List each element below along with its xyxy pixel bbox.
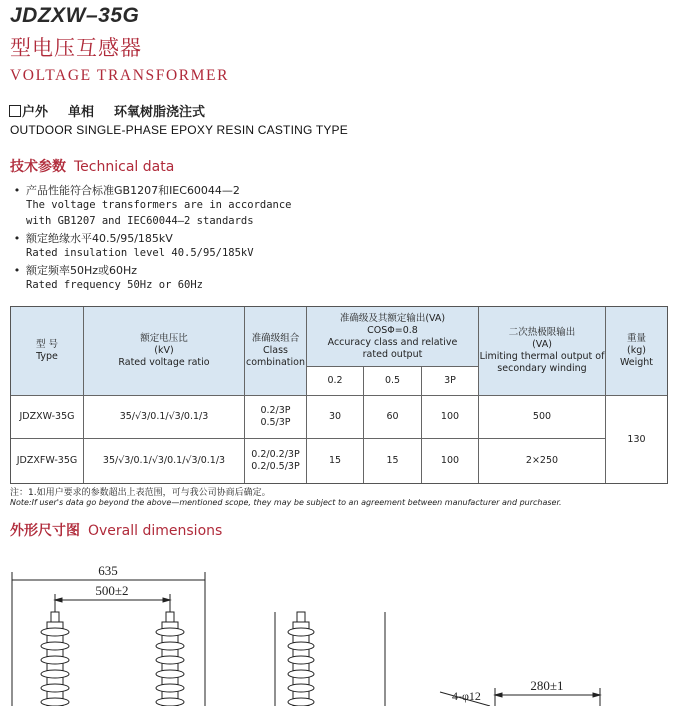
header-type-en: Type	[36, 351, 58, 362]
insulator-left	[41, 612, 69, 706]
row2-thermal: 2×250	[525, 455, 559, 466]
row1-acc-3p: 100	[440, 411, 460, 422]
header-thermal-cn: 二次热极限输出	[508, 327, 576, 338]
header-ratio-en: Rated voltage ratio	[118, 357, 210, 368]
row2-acc-05: 15	[386, 455, 399, 466]
checkbox-icon	[9, 105, 21, 117]
bullet-dot-icon: •	[13, 232, 21, 245]
dimensions-title-cn: 外形尺寸图	[10, 523, 80, 539]
subtitle-chinese	[9, 101, 205, 120]
row1-acc-05: 60	[386, 411, 399, 422]
row2-ratio: 35/√3/0.1/√3/0.1/√3/0.1/3	[102, 455, 226, 466]
header-thermal	[479, 307, 605, 395]
row2-acc-3p: 100	[440, 455, 460, 466]
bullet-3-cn: 额定频率50Hz或60Hz	[26, 264, 138, 277]
subtitle-english: OUTDOOR SINGLE-PHASE EPOXY RESIN CASTING TYPE	[10, 123, 348, 137]
row1-acc-02: 30	[328, 411, 342, 422]
header-thermal-en1: Limiting thermal output of	[479, 351, 605, 362]
header-ratio	[84, 307, 244, 395]
row2-class2: 0.2/0.5/3P	[251, 461, 300, 472]
subtitle-phase: 单相	[68, 105, 95, 120]
header-accuracy-en2: rated output	[362, 348, 423, 360]
header-weight-cn: 重量	[626, 333, 646, 344]
technical-data-table	[10, 306, 668, 484]
row1-thermal: 500	[532, 411, 552, 422]
header-type	[11, 307, 83, 395]
subtitle-type: 环氧树脂浇注式	[114, 105, 206, 120]
technical-data-title-en: Technical data	[74, 159, 175, 175]
bullet-dot-icon: •	[13, 264, 21, 277]
header-accuracy-cn: 准确级及其额定输出(VA)	[339, 312, 446, 324]
bullet-1-en-line2: with GB1207 and IEC60044—2 standards	[26, 215, 254, 227]
header-accuracy-en1: Accuracy class and relative	[327, 336, 458, 348]
dim-total-label: 635	[98, 563, 118, 578]
header-acc-3p: 3P	[444, 375, 456, 386]
header-class-en1: Class	[263, 345, 288, 356]
bullet-1-cn: 产品性能符合标准GB1207和IEC60044—2	[26, 184, 240, 197]
row1-ratio: 35/√3/0.1/√3/0.1/3	[119, 411, 209, 422]
row1-type: JDZXW-35G	[19, 411, 75, 422]
bullet-2-en: Rated insulation level 40.5/95/185kV	[26, 247, 254, 259]
header-ratio-unit: (kV)	[154, 345, 174, 356]
header-type-cn: 型 号	[35, 339, 59, 350]
header-weight-unit: (kg)	[627, 345, 646, 356]
header-weight-en: Weight	[619, 357, 654, 368]
dim-base-label: 280±1	[530, 678, 564, 693]
dim-spacing-label: 500±2	[95, 583, 129, 598]
dim-holes-label: 4-φ12	[452, 689, 481, 703]
dimensions-title-en: Overall dimensions	[88, 523, 223, 539]
insulator-side-view	[288, 612, 314, 706]
weight-value: 130	[627, 433, 646, 445]
note-chinese: 注：1.如用户要求的参数超出上表范围，可与我公司协商后确定。	[10, 488, 271, 498]
row2-type: JDZXFW-35G	[16, 455, 78, 466]
technical-data-title-cn: 技术参数	[10, 159, 66, 175]
header-class-en2: combination	[246, 357, 305, 368]
header-accuracy-cos: COSΦ=0.8	[367, 324, 418, 336]
bullet-3-en: Rated frequency 50Hz or 60Hz	[26, 279, 204, 291]
row1-class1: 0.2/3P	[260, 405, 291, 416]
bullet-2-cn: 额定绝缘水平40.5/95/185kV	[26, 232, 173, 245]
subtitle-outdoor: 户外	[22, 105, 49, 120]
header-thermal-unit: (VA)	[532, 339, 552, 350]
header-acc-05: 0.5	[384, 375, 401, 386]
title-english: VOLTAGE TRANSFORMER	[10, 67, 230, 84]
header-class-cn: 准确级组合	[251, 333, 300, 344]
header-ratio-cn: 额定电压比	[140, 333, 188, 344]
row2-class	[245, 439, 306, 483]
bullet-1-en-line1: The voltage transformers are in accordance	[26, 199, 292, 211]
title-chinese: 型电压互感器	[10, 36, 142, 60]
note-english: Note:If user's data go beyond the above—mentioned scope, they may be subject to an agreement between manufacturer and purchaser.	[10, 498, 562, 507]
header-weight	[606, 307, 667, 395]
bullet-dot-icon: •	[13, 184, 21, 197]
header-accuracy	[307, 307, 478, 366]
header-class	[245, 307, 306, 395]
technical-data-heading	[10, 156, 174, 176]
row1-class	[245, 396, 306, 438]
row2-class1: 0.2/0.2/3P	[251, 449, 300, 460]
row2-acc-02: 15	[328, 455, 342, 466]
dimensions-heading	[10, 520, 222, 540]
header-acc-02: 0.2	[327, 375, 343, 386]
model-number: JDZXW–35G	[10, 4, 140, 27]
header-thermal-en2: secondary winding	[497, 363, 587, 374]
dimension-drawing	[0, 550, 680, 706]
insulator-right	[156, 612, 184, 706]
row1-class2: 0.5/3P	[260, 417, 291, 428]
